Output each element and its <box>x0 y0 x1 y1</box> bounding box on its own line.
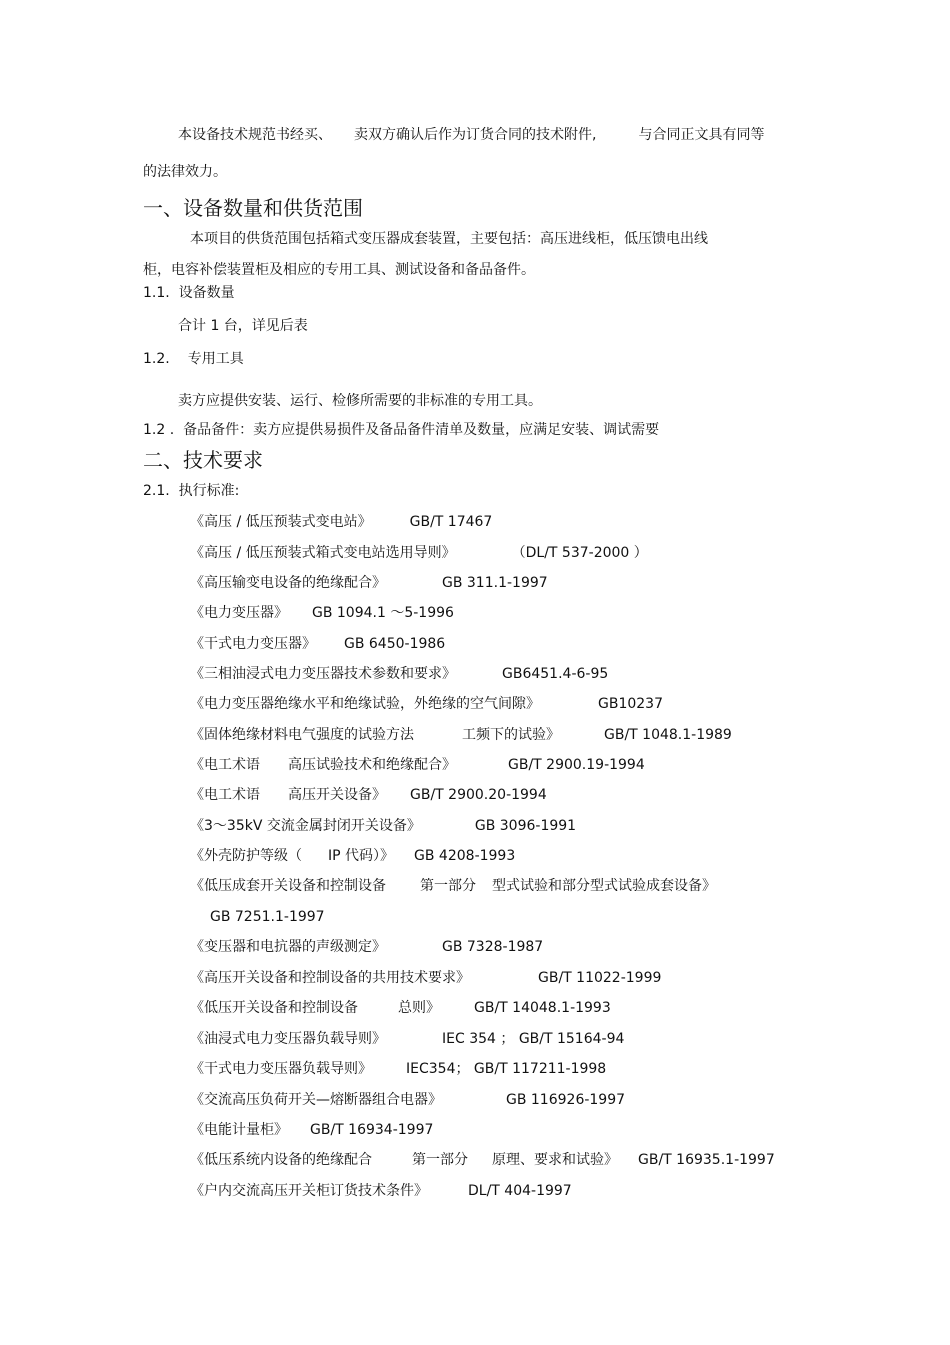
standard-part: 《户内交流高压开关柜订货技术条件》 <box>190 1183 428 1199</box>
standard-part: 《电工术语 <box>190 757 260 773</box>
standard-item <box>190 1150 775 1170</box>
standard-code: GB/T 11022-1999 <box>538 970 662 986</box>
standard-part: 《电力变压器》 <box>190 605 288 621</box>
paragraph-line: 柜，电容补偿装置柜及相应的专用工具、测试设备和备品备件。 <box>143 262 535 278</box>
standard-part: 第一部分 <box>420 878 476 894</box>
standard-code: GB/T 2900.19-1994 <box>508 757 645 773</box>
standard-code: GB/T 17467 <box>409 514 493 530</box>
standard-item <box>190 816 576 836</box>
standard-item <box>190 543 648 563</box>
standard-part: 《干式电力变压器》 <box>190 636 316 652</box>
standard-item <box>190 573 548 593</box>
standard-item <box>190 1090 625 1110</box>
standard-item <box>190 512 492 532</box>
paragraph-line: 本项目的供货范围包括箱式变压器成套装置，主要包括：高压进线柜，低压馈电出线 <box>190 231 708 247</box>
section-heading: 二、技术要求 <box>143 448 263 472</box>
standard-part: 《外壳防护等级（ <box>190 848 302 864</box>
standard-part: 高压试验技术和绝缘配合》 <box>288 757 456 773</box>
standard-part: 《固体绝缘材料电气强度的试验方法 <box>190 727 414 743</box>
standard-code: GB 116926-1997 <box>506 1092 626 1108</box>
standard-part: 《油浸式电力变压器负载导则》 <box>190 1031 386 1047</box>
item-title: 专用工具 <box>187 351 244 367</box>
standard-part: 《变压器和电抗器的声级测定》 <box>190 939 386 955</box>
standard-part: IP 代码）》 <box>328 848 395 864</box>
item-heading <box>143 283 235 303</box>
standard-code: GB 7251.1-1997 <box>210 909 325 925</box>
standard-item <box>190 1120 433 1140</box>
standard-code: IEC 354 ； GB/T 15164-94 <box>442 1031 625 1047</box>
standard-code: GB 3096-1991 <box>474 818 577 834</box>
standard-item <box>190 1181 572 1201</box>
item-title: 执行标准: <box>178 483 240 499</box>
standard-code: GB/T 16934-1997 <box>310 1122 434 1138</box>
item-title: 设备数量 <box>178 285 235 301</box>
standard-code: GB6451.4-6-95 <box>502 666 609 682</box>
standard-part: 《3～35kV 交流金属封闭开关设备》 <box>190 818 421 834</box>
item-body: 卖方应提供安装、运行、检修所需要的非标准的专用工具。 <box>178 393 542 409</box>
standard-item <box>190 1059 606 1079</box>
standard-code: GB/T 16935.1-1997 <box>638 1152 775 1168</box>
standard-code: GB 6450-1986 <box>344 636 446 652</box>
item-body: 合计 1 台，详见后表 <box>178 318 308 334</box>
item-heading <box>143 349 244 369</box>
standard-item <box>190 1029 624 1049</box>
item-number: 1.2. <box>143 351 170 367</box>
standard-item <box>190 725 732 745</box>
standard-part: 《低压开关设备和控制设备 <box>190 1000 358 1016</box>
standard-item <box>190 968 661 988</box>
standard-part: 《低压成套开关设备和控制设备 <box>190 878 386 894</box>
standard-part: 《电力变压器绝缘水平和绝缘试验，外绝缘的空气间隙》 <box>190 696 540 712</box>
standard-item <box>190 785 547 805</box>
standard-item <box>190 694 663 714</box>
standard-code: GB/T 2900.20-1994 <box>410 787 547 803</box>
standard-code: IEC354； GB/T 117211-1998 <box>406 1061 607 1077</box>
standard-code: GB 311.1-1997 <box>442 575 548 591</box>
item-text: 备品备件：卖方应提供易损件及备品备件清单及数量，应满足安装、调试需要 <box>183 422 660 438</box>
item-heading <box>143 481 239 501</box>
intro-segment: 卖双方确认后作为订货合同的技术附件, <box>354 127 597 143</box>
intro-segment: 本设备技术规范书经买、 <box>178 127 332 143</box>
standard-part: 《低压系统内设备的绝缘配合 <box>190 1152 372 1168</box>
intro-line-2: 的法律效力。 <box>143 164 227 180</box>
item-number: 1.2 . <box>143 422 175 438</box>
intro-line-1 <box>178 125 764 145</box>
standard-code: DL/T 404-1997 <box>468 1183 572 1199</box>
item-heading <box>143 420 659 440</box>
standard-part: 工频下的试验》 <box>462 727 560 743</box>
standard-code: GB 7328-1987 <box>442 939 544 955</box>
intro-segment: 与合同正文具有同等 <box>638 127 765 143</box>
standard-part: 《高压 / 低压预装式箱式变电站选用导则》 <box>190 545 456 561</box>
section-heading: 一、设备数量和供货范围 <box>143 196 363 220</box>
standard-code: （DL/T 537-2000 ） <box>511 545 648 561</box>
standard-item <box>190 998 611 1018</box>
standard-part: 《高压开关设备和控制设备的共用技术要求》 <box>190 970 470 986</box>
standard-item <box>190 603 454 623</box>
standard-part: 《电能计量柜》 <box>190 1122 288 1138</box>
item-number: 2.1. <box>143 483 170 499</box>
standard-part: 《交流高压负荷开关—熔断器组合电器》 <box>190 1092 442 1108</box>
standard-item <box>190 876 716 896</box>
standard-part: 高压开关设备》 <box>288 787 386 803</box>
standard-code: GB/T 1048.1-1989 <box>604 727 732 743</box>
standard-item <box>190 634 445 654</box>
standard-part: 总则》 <box>398 1000 440 1016</box>
standard-part: 原理、要求和试验》 <box>492 1152 618 1168</box>
standard-item <box>190 755 645 775</box>
standard-part: 型式试验和部分型式试验成套设备》 <box>492 878 716 894</box>
standard-item <box>210 907 325 927</box>
standard-part: 第一部分 <box>412 1152 468 1168</box>
item-number: 1.1. <box>143 285 170 301</box>
standard-item <box>190 846 515 866</box>
standard-part: 《干式电力变压器负载导则》 <box>190 1061 372 1077</box>
standard-part: 《高压输变电设备的绝缘配合》 <box>190 575 386 591</box>
standard-part: 《高压 / 低压预装式变电站》 <box>190 514 372 530</box>
standard-code: GB 1094.1 ～5-1996 <box>312 605 454 621</box>
standard-item <box>190 664 608 684</box>
standard-part: 《电工术语 <box>190 787 260 803</box>
standard-code: GB 4208-1993 <box>414 848 516 864</box>
standard-item <box>190 937 543 957</box>
standard-code: GB/T 14048.1-1993 <box>474 1000 611 1016</box>
standard-code: GB10237 <box>598 696 663 712</box>
standard-part: 《三相油浸式电力变压器技术参数和要求》 <box>190 666 456 682</box>
